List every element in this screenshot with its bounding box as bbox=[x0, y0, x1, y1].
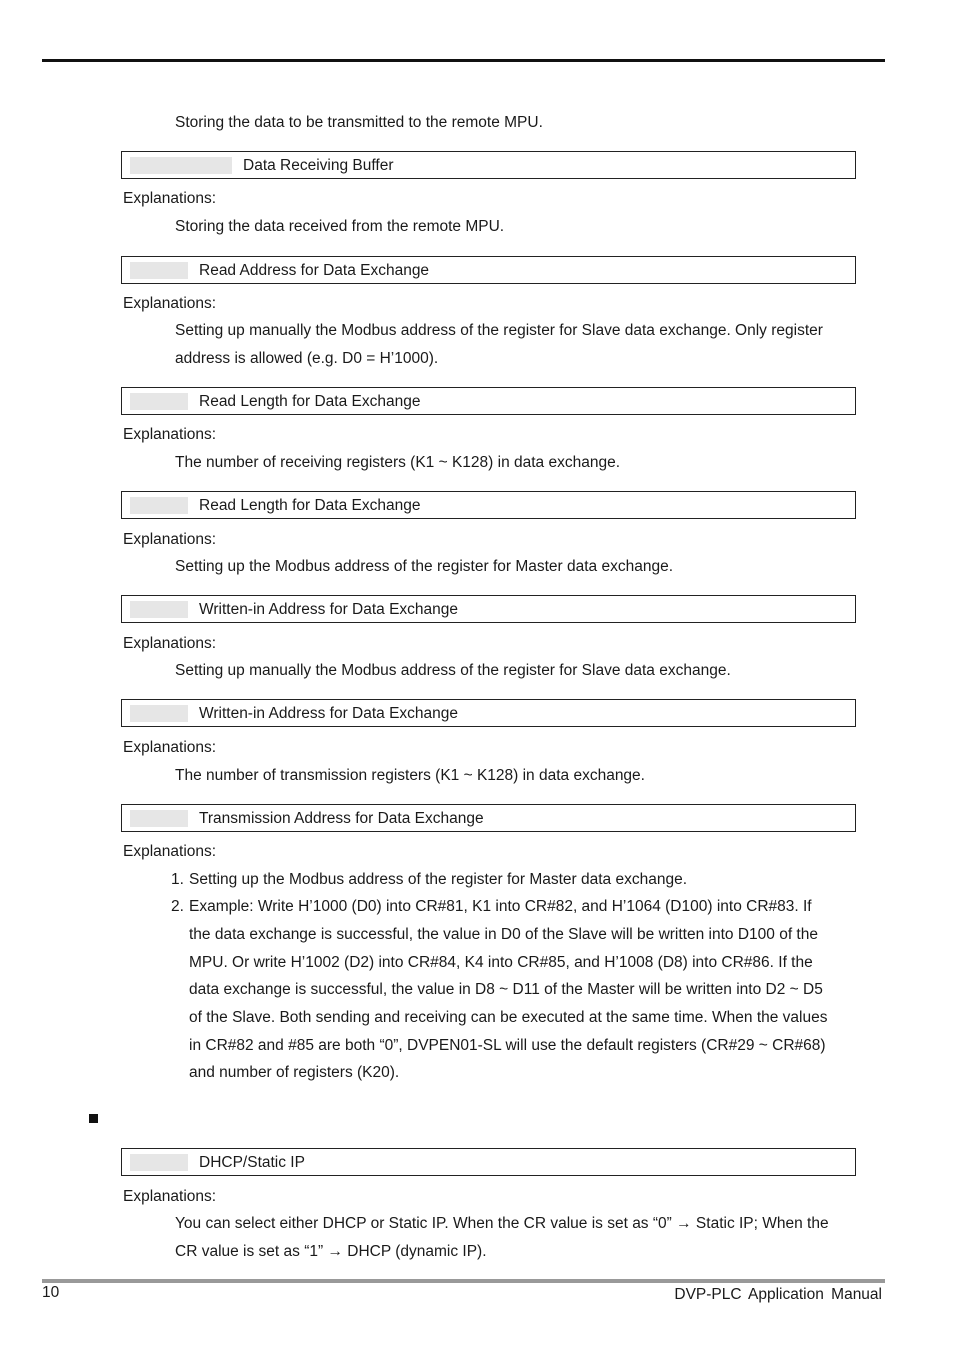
explanations-label: Explanations: bbox=[123, 190, 217, 207]
section-title: Written-in Address for Data Exchange bbox=[199, 601, 459, 618]
section-title: DHCP/Static IP bbox=[199, 1154, 305, 1171]
list-item-text: MPU. Or write H’1002 (D2) into CR#84, K4 into CR#85, and H’1008 (D8) into CR#86. If the bbox=[189, 954, 813, 971]
page-number: 10 bbox=[42, 1284, 60, 1301]
register-number-placeholder bbox=[130, 262, 188, 279]
explanations-label: Explanations: bbox=[123, 635, 217, 652]
list-item-text: Example: Write H’1000 (D0) into CR#81, K1 into CR#82, and H’1064 (D100) into CR#83. If bbox=[189, 898, 812, 915]
register-number-placeholder bbox=[130, 810, 188, 827]
footer-rule bbox=[42, 1279, 885, 1283]
explanation-line: The number of receiving registers (K1 ~ K128) in data exchange. bbox=[175, 454, 621, 471]
section-header-box bbox=[121, 699, 856, 727]
section-title: Read Length for Data Exchange bbox=[199, 497, 421, 514]
section-header-box bbox=[121, 256, 856, 284]
section-header-box bbox=[121, 491, 856, 519]
explanations-label: Explanations: bbox=[123, 843, 217, 860]
register-number-placeholder bbox=[130, 157, 232, 174]
explanation-line: Storing the data received from the remote MPU. bbox=[175, 218, 505, 235]
list-item-number: 1. bbox=[171, 871, 184, 888]
explanation-line: Setting up manually the Modbus address of the register for Slave data exchange. bbox=[175, 662, 731, 679]
section-header-box bbox=[121, 804, 856, 832]
manual-title: DVP-PLC Application Manual bbox=[674, 1286, 882, 1303]
explanation-line: Setting up manually the Modbus address of the register for Slave data exchange. Only register bbox=[175, 322, 823, 339]
explanations-label: Explanations: bbox=[123, 426, 217, 443]
list-item-text: and number of registers (K20). bbox=[189, 1064, 400, 1081]
section-title: Written-in Address for Data Exchange bbox=[199, 705, 459, 722]
explanation-line: You can select either DHCP or Static IP. When the CR value is set as “0” → Static IP; When the bbox=[175, 1215, 829, 1232]
explanation-line: address is allowed (e.g. D0 = H’1000). bbox=[175, 350, 439, 367]
register-number-placeholder bbox=[130, 1154, 188, 1171]
list-item-text: Setting up the Modbus address of the register for Master data exchange. bbox=[189, 871, 688, 888]
explanations-label: Explanations: bbox=[123, 531, 217, 548]
list-item-number: 2. bbox=[171, 898, 184, 915]
section-title: Transmission Address for Data Exchange bbox=[199, 810, 484, 827]
section-title: Read Length for Data Exchange bbox=[199, 393, 421, 410]
explanations-label: Explanations: bbox=[123, 739, 217, 756]
bullet-square-icon bbox=[89, 1114, 98, 1123]
register-number-placeholder bbox=[130, 497, 188, 514]
register-number-placeholder bbox=[130, 393, 188, 410]
explanation-line: CR value is set as “1” → DHCP (dynamic IP). bbox=[175, 1243, 487, 1260]
section-header-box bbox=[121, 1148, 856, 1176]
section-title: Read Address for Data Exchange bbox=[199, 262, 430, 279]
section-header-box bbox=[121, 151, 856, 179]
register-number-placeholder bbox=[130, 705, 188, 722]
list-item-text: of the Slave. Both sending and receiving can be executed at the same time. When the values bbox=[189, 1009, 828, 1026]
explanations-label: Explanations: bbox=[123, 1188, 217, 1205]
section-header-box bbox=[121, 387, 856, 415]
explanations-label: Explanations: bbox=[123, 295, 217, 312]
list-item-text: data exchange is successful, the value in D8 ~ D11 of the Master will be written into D2 ~ D5 bbox=[189, 981, 823, 998]
explanation-line: The number of transmission registers (K1 ~ K128) in data exchange. bbox=[175, 767, 645, 784]
list-item-text: the data exchange is successful, the value in D0 of the Slave will be written into D100 of the bbox=[189, 926, 818, 943]
list-item-text: in CR#82 and #85 are both “0”, DVPEN01-SL will use the default registers (CR#29 ~ CR#68) bbox=[189, 1037, 826, 1054]
explanation-line: Setting up the Modbus address of the register for Master data exchange. bbox=[175, 558, 674, 575]
section-header-box bbox=[121, 595, 856, 623]
register-number-placeholder bbox=[130, 601, 188, 618]
intro-text: Storing the data to be transmitted to the remote MPU. bbox=[175, 114, 543, 131]
top-rule bbox=[42, 59, 885, 62]
section-title: Data Receiving Buffer bbox=[243, 157, 394, 174]
